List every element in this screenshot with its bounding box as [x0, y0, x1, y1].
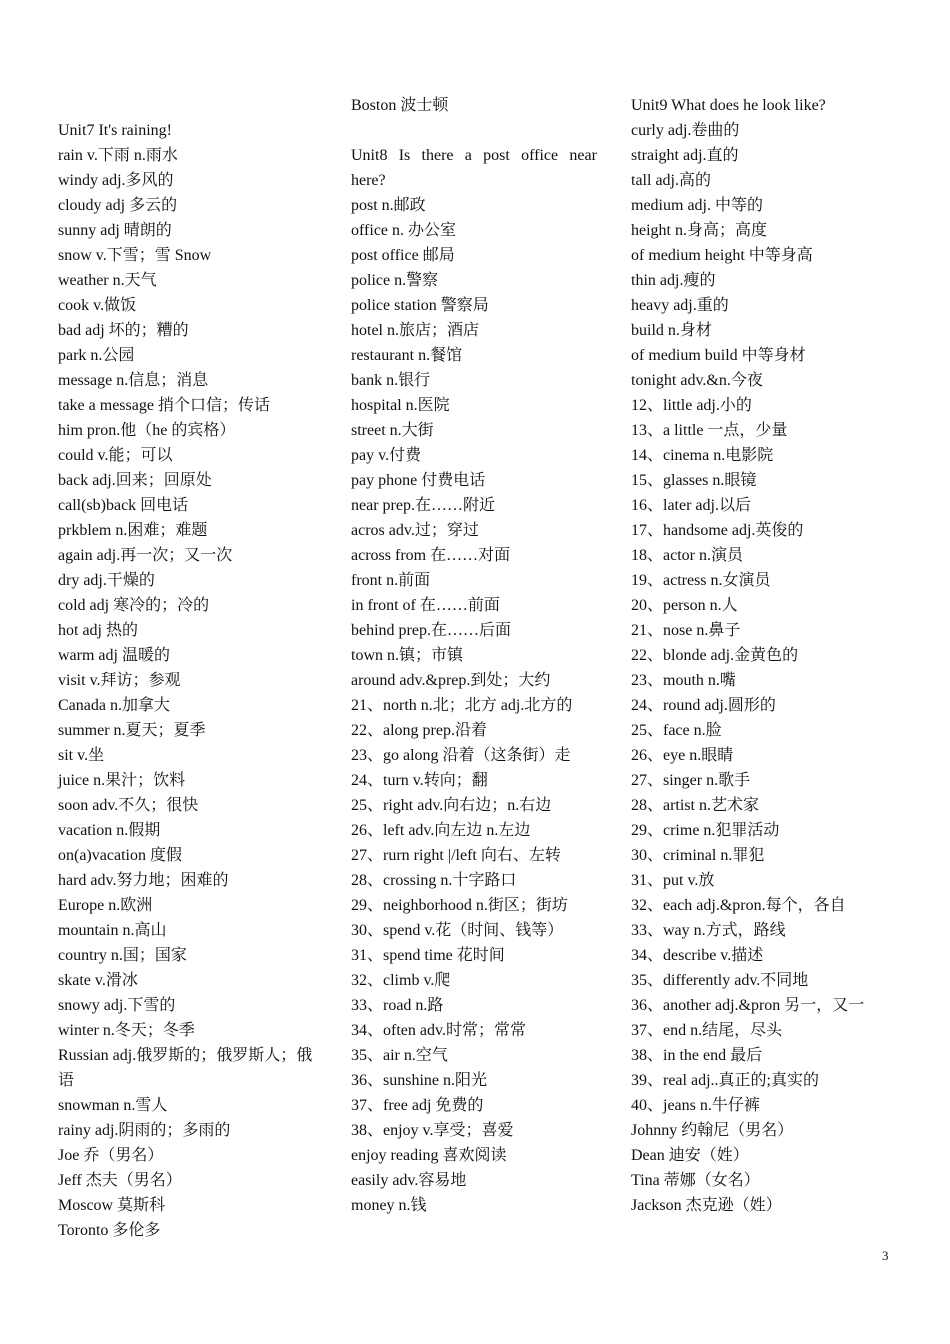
vocab-line: 37、free adj 免费的: [351, 1097, 484, 1114]
vocab-line: snowy adj.下雪的: [58, 997, 176, 1014]
vocab-line: windy adj.多风的: [58, 172, 174, 189]
vocab-line: police n.警察: [351, 272, 439, 289]
vocab-line: take a message 捎个口信；传话: [58, 397, 270, 414]
vocab-line: summer n.夏天；夏季: [58, 722, 206, 739]
vocab-line: restaurant n.餐馆: [351, 347, 463, 364]
vocab-line: 17、handsome adj.英俊的: [631, 522, 804, 539]
heading-word: Is: [398, 147, 411, 164]
vocab-line: 30、criminal n.罪犯: [631, 847, 765, 864]
vocab-line: mountain n.高山: [58, 922, 167, 939]
vocab-line: 23、mouth n.嘴: [631, 672, 736, 689]
vocab-line: 24、turn v.转向；翻: [351, 772, 488, 789]
column-2-unit8: [351, 93, 599, 1218]
column-1-unit7: [58, 118, 326, 1243]
vocab-line: office n. 办公室: [351, 222, 457, 239]
vocab-line: prkblem n.困难；难题: [58, 522, 208, 539]
vocab-line: rainy adj.阴雨的；多雨的: [58, 1122, 231, 1139]
vocab-line: of medium height 中等身高: [631, 247, 813, 264]
vocab-line: acros adv.过；穿过: [351, 522, 479, 539]
vocab-line: in front of 在……前面: [351, 597, 500, 614]
vocab-line: dry adj.干燥的: [58, 572, 155, 589]
vocab-line: Unit9 What does he look like?: [631, 97, 826, 114]
vocab-line: 15、glasses n.眼镜: [631, 472, 757, 489]
vocab-line: of medium build 中等身材: [631, 347, 806, 364]
vocab-line: curly adj.卷曲的: [631, 122, 740, 139]
vocab-line: snowman n.雪人: [58, 1097, 168, 1114]
vocab-line: 21、nose n.鼻子: [631, 622, 741, 639]
spacer: [351, 118, 599, 143]
vocab-line: easily adv.容易地: [351, 1172, 467, 1189]
vocab-line: build n.身材: [631, 322, 712, 339]
vocab-line: street n.大街: [351, 422, 434, 439]
vocab-line: medium adj. 中等的: [631, 197, 763, 214]
vocab-line: tonight adv.&n.今夜: [631, 372, 763, 389]
vocab-line: snow v.下雪；雪 Snow: [58, 247, 212, 264]
vocab-list: [351, 193, 599, 1218]
vocab-line: 18、actor n.演员: [631, 547, 743, 564]
vocab-line: visit v.拜访；参观: [58, 672, 181, 689]
vocab-line: hot adj 热的: [58, 622, 138, 639]
vocab-line: sunny adj 晴朗的: [58, 222, 172, 239]
vocab-line: 38、in the end 最后: [631, 1047, 763, 1064]
vocab-line: hospital n.医院: [351, 397, 450, 414]
vocab-line: straight adj.直的: [631, 147, 739, 164]
heading-word: Unit8: [351, 147, 388, 164]
vocab-line: near prep.在……附近: [351, 497, 495, 514]
vocab-line: 13、a little 一点，少量: [631, 422, 788, 439]
vocab-line: 30、spend v.花（时间、钱等）: [351, 922, 564, 939]
vocab-line: 14、cinema n.电影院: [631, 447, 774, 464]
vocab-line: 29、neighborhood n.街区；街坊: [351, 897, 568, 914]
vocab-line: 21、north n.北；北方 adj.北方的: [351, 697, 573, 714]
heading-word: near: [569, 147, 597, 164]
vocab-line: warm adj 温暖的: [58, 647, 170, 664]
vocab-line: 39、real adj..真正的;真实的: [631, 1072, 819, 1089]
vocab-line: Jeff 杰夫（男名）: [58, 1172, 182, 1189]
vocab-line: Moscow 莫斯科: [58, 1197, 166, 1214]
vocab-line: sit v.坐: [58, 747, 105, 764]
vocab-line: 22、along prep.沿着: [351, 722, 487, 739]
vocab-line: 31、put v.放: [631, 872, 715, 889]
vocab-line: 31、spend time 花时间: [351, 947, 505, 964]
vocab-line: post office 邮局: [351, 247, 455, 264]
vocab-line: 24、round adj.圆形的: [631, 697, 776, 714]
vocab-line: on(a)vacation 度假: [58, 847, 182, 864]
vocab-line: cook v.做饭: [58, 297, 137, 314]
vocab-line: cold adj 寒冷的；冷的: [58, 597, 210, 614]
vocab-line: 23、go along 沿着（这条街）走: [351, 747, 571, 764]
vocab-line: message n.信息；消息: [58, 372, 209, 389]
heading-word: a: [464, 147, 472, 164]
vocab-line: Canada n.加拿大: [58, 697, 170, 714]
vocab-line: 28、artist n.艺术家: [631, 797, 759, 814]
vocab-line: country n.国；国家: [58, 947, 187, 964]
vocab-line: enjoy reading 喜欢阅读: [351, 1147, 507, 1164]
vocab-line: 25、right adv.向右边；n.右边: [351, 797, 552, 814]
vocab-line: Toronto 多伦多: [58, 1222, 161, 1239]
vocab-line: 40、jeans n.牛仔裤: [631, 1097, 760, 1114]
vocab-line: vacation n.假期: [58, 822, 161, 839]
vocab-line: could v.能；可以: [58, 447, 173, 464]
vocab-line: Russian adj.俄罗斯的；俄罗斯人；俄: [58, 1047, 313, 1064]
vocab-line: 34、often adv.时常；常常: [351, 1022, 526, 1039]
vocab-line: weather n.天气: [58, 272, 157, 289]
vocab-line: thin adj.瘦的: [631, 272, 716, 289]
vocab-line: police station 警察局: [351, 297, 489, 314]
vocab-line: 26、eye n.眼睛: [631, 747, 734, 764]
vocab-line: tall adj.高的: [631, 172, 711, 189]
vocab-line: Tina 蒂娜（女名）: [631, 1172, 760, 1189]
vocab-line: town n.镇；市镇: [351, 647, 464, 664]
vocab-line: front n.前面: [351, 572, 431, 589]
vocab-line: Johnny 约翰尼（男名）: [631, 1122, 794, 1139]
vocab-line: behind prep.在……后面: [351, 622, 511, 639]
vocab-line: money n.钱: [351, 1197, 427, 1214]
vocab-line: 22、blonde adj.金黄色的: [631, 647, 799, 664]
vocab-line: 36、another adj.&pron 另一，又一: [631, 997, 865, 1014]
vocab-line: 35、air n.空气: [351, 1047, 448, 1064]
vocab-line: again adj.再一次；又一次: [58, 547, 233, 564]
vocab-line: Boston 波士顿: [351, 97, 449, 114]
vocab-line: 36、sunshine n.阳光: [351, 1072, 488, 1089]
heading-word: office: [521, 147, 559, 164]
vocab-line: Europe n.欧洲: [58, 897, 153, 914]
vocab-line: across from 在……对面: [351, 547, 511, 564]
vocab-line: 35、differently adv.不同地: [631, 972, 809, 989]
vocab-line: Dean 迪安（姓）: [631, 1147, 749, 1164]
vocab-line: 33、way n.方式，路线: [631, 922, 786, 939]
vocab-line: skate v.滑冰: [58, 972, 138, 989]
vocab-line: Unit7 It's raining!: [58, 122, 172, 139]
vocab-line: 37、end n.结尾，尽头: [631, 1022, 783, 1039]
vocab-line: 语: [58, 1072, 75, 1089]
vocab-line: cloudy adj 多云的: [58, 197, 178, 214]
vocab-line: 27、singer n.歌手: [631, 772, 751, 789]
vocab-line: hotel n.旅店；酒店: [351, 322, 479, 339]
vocab-line: soon adv.不久；很快: [58, 797, 199, 814]
vocab-line: 27、rurn right |/left 向右、左转: [351, 847, 561, 864]
vocab-line: rain v.下雨 n.雨水: [58, 147, 178, 164]
vocab-line: bad adj 坏的；糟的: [58, 322, 189, 339]
vocab-line: Joe 乔（男名）: [58, 1147, 164, 1164]
vocab-line: 25、face n.脸: [631, 722, 722, 739]
vocab-line: heavy adj.重的: [631, 297, 729, 314]
unit-heading-continued: here?: [351, 172, 386, 189]
vocab-line: park n.公园: [58, 347, 135, 364]
vocab-line: pay v.付费: [351, 447, 422, 464]
heading-word: post: [483, 147, 510, 164]
vocab-line: height n.身高；高度: [631, 222, 767, 239]
vocab-line: 19、actress n.女演员: [631, 572, 771, 589]
page-number: 3: [882, 1248, 889, 1263]
vocab-line: him pron.他（he 的宾格）: [58, 422, 236, 439]
column-3-unit9: [631, 93, 891, 1218]
vocab-line: 38、enjoy v.享受；喜爱: [351, 1122, 514, 1139]
vocab-line: 34、describe v.描述: [631, 947, 764, 964]
vocab-line: 26、left adv.向左边 n.左边: [351, 822, 531, 839]
vocab-line: back adj.回来；回原处: [58, 472, 212, 489]
vocab-line: 20、person n.人: [631, 597, 738, 614]
vocab-line: call(sb)back 回电话: [58, 497, 189, 514]
vocab-line: 32、each adj.&pron.每个，各自: [631, 897, 846, 914]
vocab-line: 16、later adj.以后: [631, 497, 751, 514]
vocab-line: juice n.果汁；饮料: [58, 772, 186, 789]
vocab-line: post n.邮政: [351, 197, 426, 214]
vocab-line: 12、little adj.小的: [631, 397, 752, 414]
vocab-line: 29、crime n.犯罪活动: [631, 822, 780, 839]
vocab-line: winter n.冬天；冬季: [58, 1022, 195, 1039]
vocab-line: hard adv.努力地；困难的: [58, 872, 229, 889]
vocab-line: 28、crossing n.十字路口: [351, 872, 517, 889]
vocab-line: 32、climb v.爬: [351, 972, 451, 989]
vocab-line: pay phone 付费电话: [351, 472, 486, 489]
vocab-line: bank n.银行: [351, 372, 431, 389]
unit-heading: [351, 143, 597, 168]
vocab-line: around adv.&prep.到处；大约: [351, 672, 551, 689]
heading-word: there: [421, 147, 454, 164]
vocab-line: Jackson 杰克逊（姓）: [631, 1197, 782, 1214]
vocab-line: 33、road n.路: [351, 997, 444, 1014]
